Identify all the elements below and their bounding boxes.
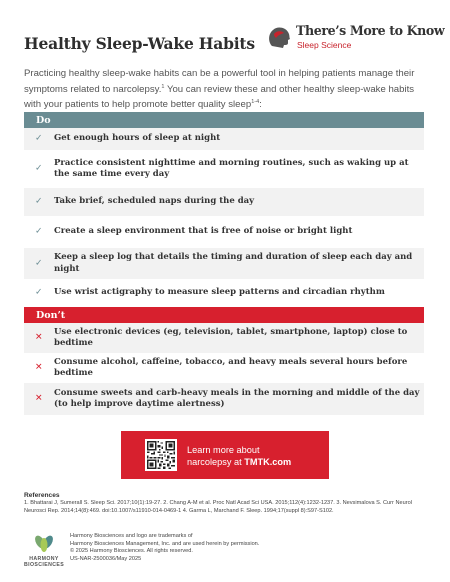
dont-item: ✕ Consume sweets and carb-heavy meals in the morning and middle of the day (to help improve daytime alertness) <box>24 383 424 415</box>
x-icon: ✕ <box>35 393 43 404</box>
brand-subtitle: Sleep Science <box>297 40 352 50</box>
check-icon: ✓ <box>35 226 43 237</box>
do-list <box>24 128 424 307</box>
page-title: Healthy Sleep-Wake Habits <box>24 34 255 53</box>
harmony-logo: HARMONY BIOSCIENCES <box>24 534 64 574</box>
x-icon: ✕ <box>35 362 43 373</box>
cta-text: Learn more about narcolepsy at TMTK.com <box>187 445 292 467</box>
head-profile-icon <box>266 24 292 50</box>
qr-code-icon[interactable] <box>145 439 177 471</box>
do-item: ✓ Create a sleep environment that is free of noise or bright light <box>35 226 353 237</box>
references-text: 1. Bhattarai J, Sumerall S. Sleep Sci. 2017;10(1):19-27. 2. Chang A-M et al. Proc Natl Acad Sci USA. 2015;112(4):1232-1237. 3. Nevsimalova S. Curr Neurol Neurosci Rep. 2014;14(8):469. doi:10.1007/s11910-014-0469-1 4. Garma L, Marchand F. Sleep. 1994;17(suppl 8):S97-S102. <box>24 500 412 514</box>
references <box>24 492 428 515</box>
dont-section-heading: Don’t <box>24 307 424 323</box>
check-icon: ✓ <box>35 163 43 174</box>
dont-list <box>24 323 424 415</box>
do-item: ✓ Keep a sleep log that details the timing and duration of sleep each day and night <box>24 248 424 279</box>
check-icon: ✓ <box>35 287 43 298</box>
brand-title: There’s More to Know <box>296 23 445 38</box>
references-title: References <box>24 492 60 499</box>
check-icon: ✓ <box>35 196 43 207</box>
x-icon: ✕ <box>35 332 43 343</box>
dont-item: ✕ Use electronic devices (eg, television, tablet, smartphone, laptop) close to bedtime <box>24 323 424 353</box>
brand-logo <box>266 22 445 52</box>
do-item: ✓ Practice consistent nighttime and morning routines, such as waking up at the same time every day <box>35 157 409 179</box>
harmony-flower-icon <box>32 534 56 554</box>
learn-more-banner[interactable] <box>121 431 329 479</box>
do-item: ✓ Get enough hours of sleep at night <box>24 128 424 150</box>
do-item: ✓ Take brief, scheduled naps during the day <box>24 188 424 216</box>
footer-legal: Harmony Biosciences and logo are trademarks of Harmony Biosciences Management, Inc. and are used herein by permission. © 2025 Harmony Biosciences. All rights reserved. US-NAR-2500036/May 2025 <box>70 533 260 562</box>
do-item: ✓ Use wrist actigraphy to measure sleep patterns and circadian rhythm <box>35 287 385 298</box>
check-icon: ✓ <box>35 133 43 144</box>
do-section-heading: Do <box>24 112 424 128</box>
check-icon: ✓ <box>35 258 43 268</box>
dont-item: ✕ Consume alcohol, caffeine, tobacco, and heavy meals several hours before bedtime <box>35 356 408 378</box>
intro-paragraph: Practicing healthy sleep-wake habits can be a powerful tool in helping patients manage their symptoms related to narcolepsy.$^1$ You can review these and other healthy sleep-wake habits with your patients to help promote better quality sleep$^{1-4}$: <box>24 68 415 111</box>
tmtk-link[interactable]: TMTK.com <box>244 457 292 467</box>
